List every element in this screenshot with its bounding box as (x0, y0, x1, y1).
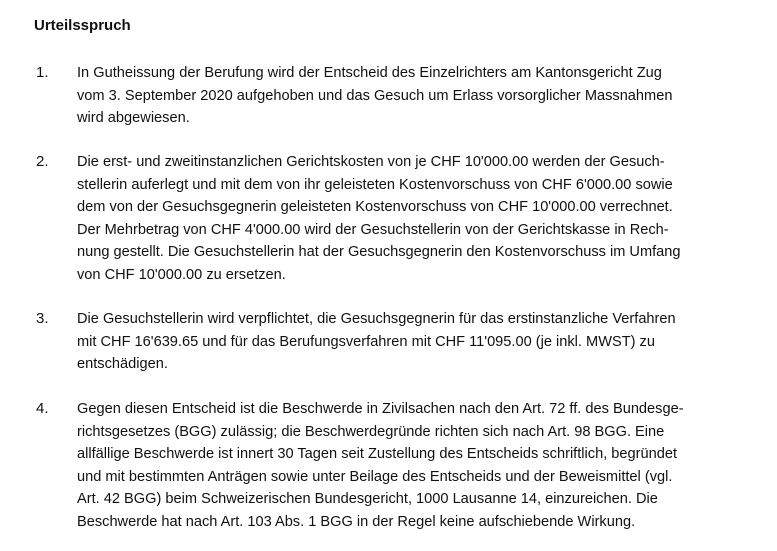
text-line: und mit bestimmten Anträgen sowie unter Beilage des Entscheids und der Beweismittel (vgl. (77, 468, 673, 485)
text-line: wird abgewiesen. (77, 110, 190, 126)
text-line: Gegen diesen Entscheid ist die Beschwerde in Zivilsachen nach den Art. 72 ff. des Bundesge- (77, 401, 684, 417)
item-text (77, 308, 767, 376)
item-number: 2. (36, 153, 49, 170)
text-line: dem von der Gesuchsgegnerin geleisteten Kostenvorschuss von CHF 10'000.00 verrechnet. (77, 199, 673, 215)
text-line: Die erst- und zweitinstanzlichen Gerichtskosten von je CHF 10'000.00 werden der Gesuch- (77, 154, 665, 170)
text-line: stellerin auferlegt und mit dem von ihr geleisteten Kostenvorschuss von CHF 6'000.00 sowie (77, 176, 673, 193)
text-line: Art. 42 BGG) beim Schweizerischen Bundesgericht, 1000 Lausanne 14, einzureichen. Die (77, 491, 658, 507)
text-line: Die Gesuchstellerin wird verpflichtet, die Gesuchsgegnerin für das erstinstanzliche Verfahren (77, 311, 676, 327)
item-text (77, 151, 767, 286)
text-line: nung gestellt. Die Gesuchstellerin hat der Gesuchsgegnerin den Kostenvorschuss im Umfang (77, 244, 681, 260)
text-line: richtsgesetzes (BGG) zulässig; die Beschwerdegründe richten sich nach Art. 98 BGG. Eine (77, 423, 665, 440)
section-heading: Urteilsspruch (34, 17, 131, 34)
item-text (77, 62, 767, 130)
item-number: 4. (36, 400, 49, 417)
item-text (77, 398, 767, 533)
text-line: Der Mehrbetrag von CHF 4'000.00 wird der Gesuchstellerin von der Gerichtskasse in Rech- (77, 221, 669, 238)
text-line: vom 3. September 2020 aufgehoben und das Gesuch um Erlass vorsorglicher Massnahmen (77, 87, 673, 104)
text-line: allfällige Beschwerde ist innert 30 Tagen seit Zustellung des Entscheids schriftlich, begründet (77, 446, 678, 462)
text-line: entschädigen. (77, 356, 168, 372)
item-number: 1. (36, 64, 49, 81)
text-line: Beschwerde hat nach Art. 103 Abs. 1 BGG in der Regel keine aufschiebende Wirkung. (77, 513, 636, 530)
text-line: In Gutheissung der Berufung wird der Entscheid des Einzelrichters am Kantonsgericht Zug (77, 65, 662, 81)
item-number: 3. (36, 310, 49, 327)
text-line: mit CHF 16'639.65 und für das Berufungsverfahren mit CHF 11'095.00 (je inkl. MWST) zu (77, 333, 655, 350)
text-line: von CHF 10'000.00 zu ersetzen. (77, 266, 286, 283)
